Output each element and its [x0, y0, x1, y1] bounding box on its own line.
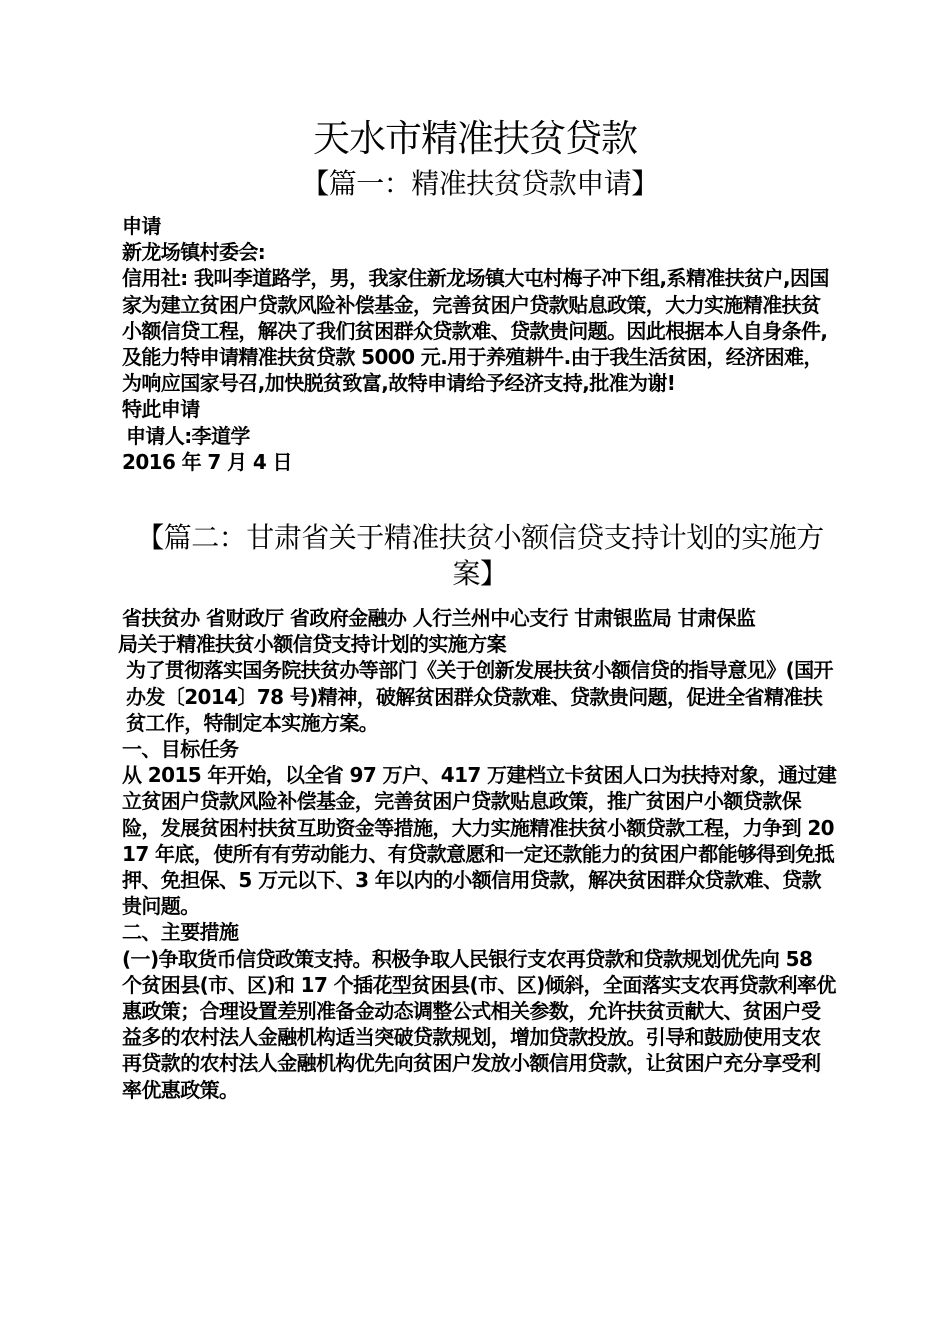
plan-title: 局关于精准扶贫小额信贷支持计划的实施方案 — [118, 632, 506, 657]
application-date: 2016 年 7 月 4 日 — [122, 449, 292, 474]
section-2-body — [118, 605, 838, 1103]
section-heading-2: 【篇二：甘肃省关于精准扶贫小额信贷支持计划的实施方案】 — [136, 521, 824, 590]
closing-phrase: 特此申请 — [122, 397, 200, 422]
measure-one-body: (一)争取货币信贷政策支持。积极争取人民银行支农再贷款和贷款规划优先向 58 个贫困县(市、区)和 17 个插花型贫困县(市、区)倾斜，全面落实支农再贷款利率优惠政策；合理设置差别准备金动态调整公式相关参数，允许扶贫贡献大、贫困户受益多的农村法人金融机构适当突破贷款规划，增加贷款投放。引导和鼓励使用支农再贷款的农村法人金融机构优先向贫困户发放小额信用贷款，让贫困户充分享受利率优惠政策。 — [122, 946, 836, 1102]
application-body: 信用社: 我叫李道路学，男，我家住新龙场镇大屯村梅子冲下组,系精准扶贫户,因国家为建立贫困户贷款风险补偿基金，完善贫困户贷款贴息政策，大力实施精准扶贫小额信贷工程，解决了我们贫困群众贷款难、贷款贵问题。因此根据本人自身条件,及能力特申请精准扶贫贷款 5000 元.用于养殖耕牛.由于我生活贫困，经济困难，为响应国家号召,加快脱贫致富,故特申请给予经济支持,批准为谢! — [122, 266, 829, 396]
section-1-body — [118, 213, 838, 475]
plan-preamble: 为了贯彻落实国务院扶贫办等部门《关于创新发展扶贫小额信贷的指导意见》(国开办发〔2014〕78 号)精神，破解贫困群众贷款难、贷款贵问题，促进全省精准扶贫工作，特制定本实施方案。 — [126, 658, 833, 735]
section-heading-1: 【篇一：精准扶贫贷款申请】 — [301, 167, 659, 200]
heading-measures: 二、主要措施 — [122, 920, 239, 945]
application-label: 申请 — [122, 214, 161, 238]
document-title: 天水市精准扶贫贷款 — [313, 117, 637, 160]
heading-objectives: 一、目标任务 — [122, 737, 239, 762]
objectives-body: 从 2015 年开始，以全省 97 万户、417 万建档立卡贫困人口为扶持对象，通过建立贫困户贷款风险补偿基金，完善贫困户贷款贴息政策，推广贫困户小额贷款保险，发展贫困村扶贫互助资金等措施，大力实施精准扶贫小额贷款工程，力争到 2017 年底，使所有有劳动能力、有贷款意愿和一定还款能力的贫困户都能够得到免抵押、免担保、5 万元以下、3 年以内的小额信用贷款，解决贫困群众贷款难、贷款贵问题。 — [122, 763, 837, 919]
applicant-signature: 申请人:李道学 — [126, 423, 250, 448]
addressee-village-committee: 新龙场镇村委会: — [122, 240, 266, 265]
issuing-departments: 省扶贫办 省财政厅 省政府金融办 人行兰州中心支行 甘肃银监局 甘肃保监 — [122, 606, 756, 630]
